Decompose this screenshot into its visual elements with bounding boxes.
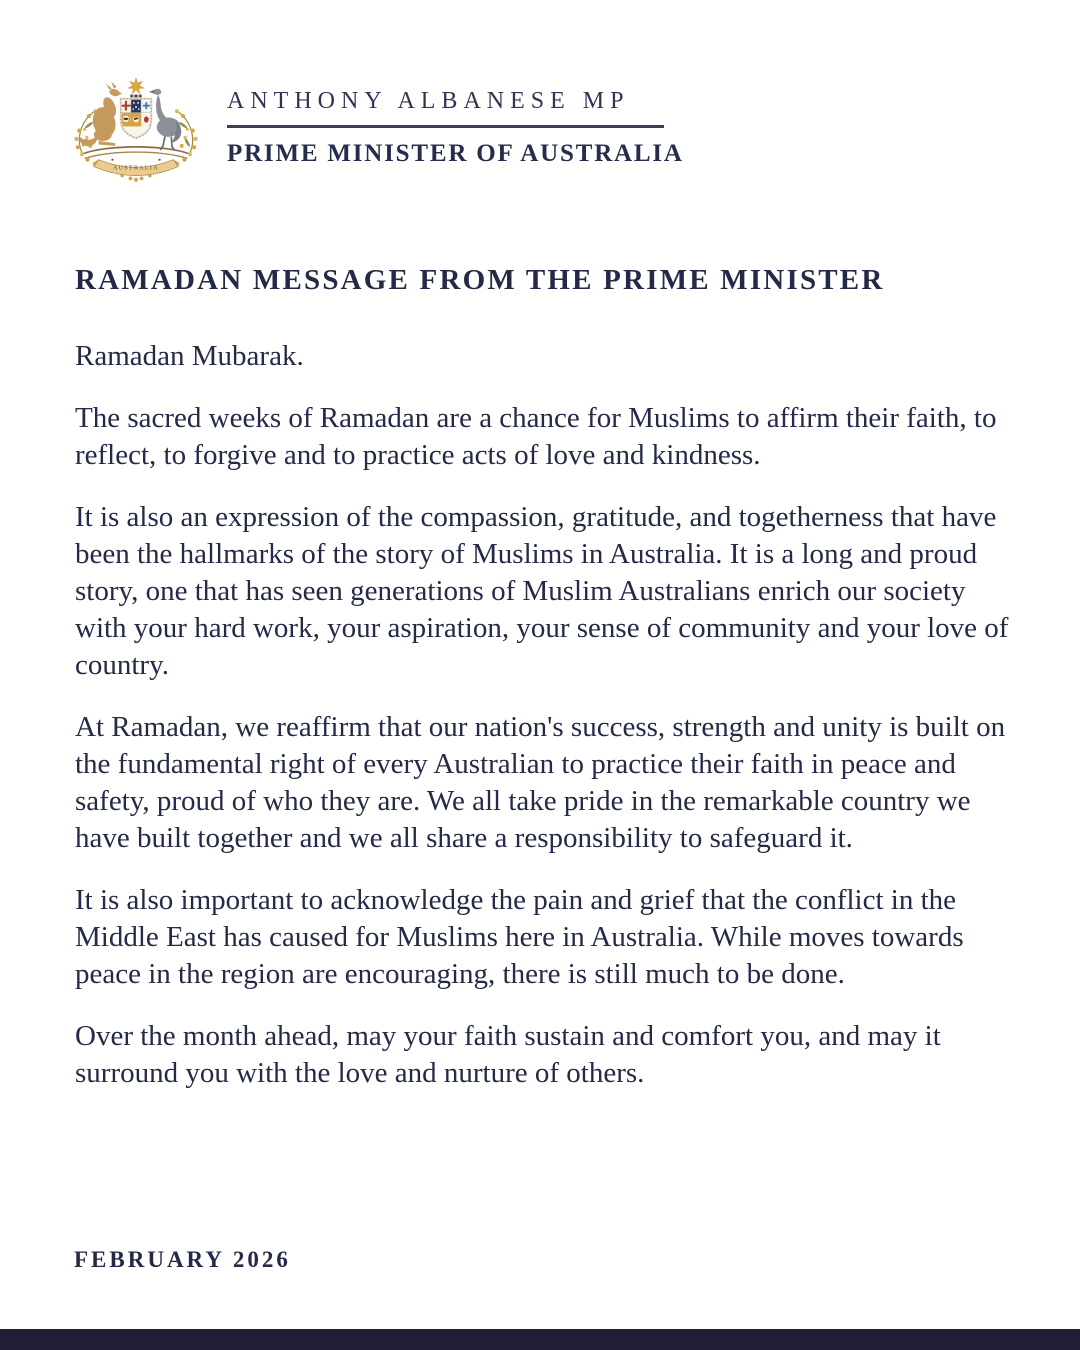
commonwealth-star-icon <box>128 78 144 97</box>
letterhead <box>227 88 684 168</box>
officeholder-name: ANTHONY ALBANESE MP <box>227 88 630 114</box>
letterhead-divider <box>227 125 664 128</box>
message-paragraph: At Ramadan, we reaffirm that our nation's success, strength and unity is built on the fundamental right of every Australian to practice their faith in peace and safety, proud of who they are. We all take pride in the remarkable country we have built together and we all share a responsibility to safeguard it. <box>75 711 1006 854</box>
message-title: RAMADAN MESSAGE FROM THE PRIME MINISTER <box>75 264 885 296</box>
message-body <box>75 264 1011 1092</box>
message-paragraph: It is also important to acknowledge the pain and grief that the conflict in the Middle East has caused for Muslims here in Australia. While moves towards peace in the region are encouraging, there is still much to be done. <box>75 884 964 990</box>
message-paragraph: Ramadan Mubarak. <box>75 340 304 372</box>
emu-icon <box>149 89 181 151</box>
shield-icon <box>121 99 151 141</box>
ribbon-banner <box>93 160 179 176</box>
footer-accent-bar <box>0 1329 1080 1350</box>
australian-coat-of-arms <box>64 76 208 188</box>
crest-banner-text: AUSTRALIA <box>113 165 159 172</box>
message-paragraph: The sacred weeks of Ramadan are a chance for Muslims to affirm their faith, to reflect, to forgive and to practice acts of love and kindness. <box>75 402 997 471</box>
message-date: FEBRUARY 2026 <box>74 1247 291 1272</box>
message-paragraph: Over the month ahead, may your faith sustain and comfort you, and may it surround you with the love and nurture of others. <box>75 1020 941 1089</box>
message-paragraph: It is also an expression of the compassion, gratitude, and togetherness that have been the hallmarks of the story of Muslims in Australia. It is a long and proud story, one that has seen generations of Muslim Australians enrich our society with your hard work, your aspiration, your sense of community and your love of country. <box>75 501 1009 681</box>
officeholder-title: PRIME MINISTER OF AUSTRALIA <box>227 140 684 167</box>
